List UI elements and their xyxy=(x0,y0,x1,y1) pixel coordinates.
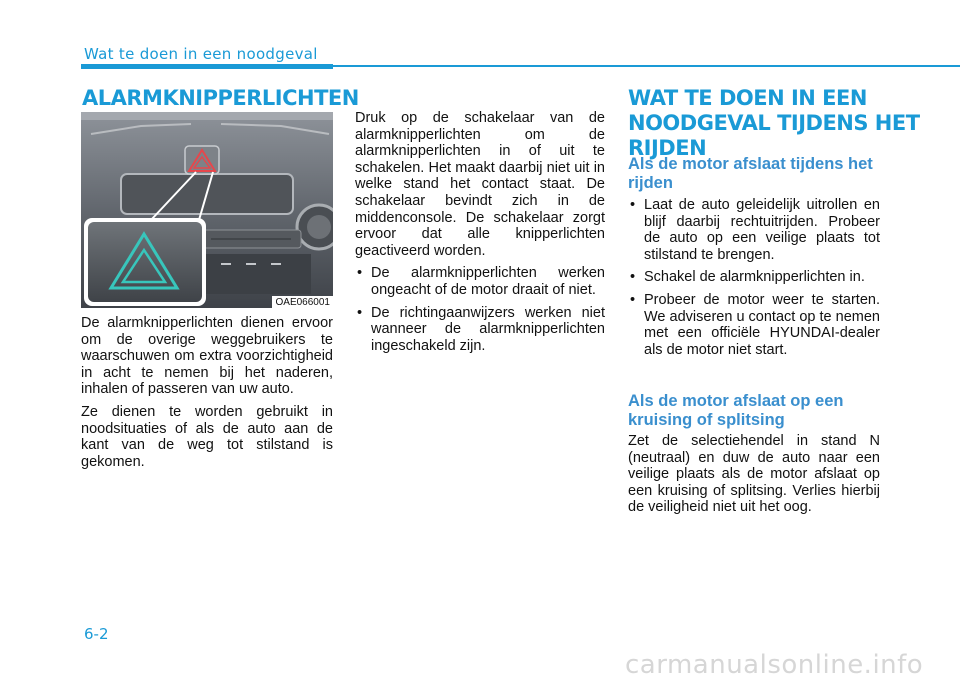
bullet-list xyxy=(355,265,605,354)
list-item: • Schakel de alarmknipperlichten in. xyxy=(630,269,865,286)
header-bar xyxy=(81,64,333,69)
right-column-text xyxy=(628,433,880,522)
section-title-emergency: WAT TE DOEN IN EEN NOODGEVAL TIJDENS HET RIJDEN xyxy=(628,86,920,160)
paragraph: De alarmknipperlichten dienen ervoor om de overige weggebruikers te waarschuwen om extra voorzichtigheid in acht te nemen bij het naderen, inhalen of passeren van uw auto. xyxy=(81,315,333,398)
paragraph: Druk op de schakelaar van de alarmknipperlichten om de alarmknipperlichten in of uit te schakelen. Het maakt daarbij niet uit in welke stand het contact staat. De schakelaar bevindt zich in de middenconsole. De schakelaar zorgt ervoor dat alle knipperlichten geactiveerd worden. xyxy=(355,110,605,259)
section-title-hazard: ALARMKNIPPERLICHTEN xyxy=(82,86,359,110)
right-column-list xyxy=(628,197,880,364)
paragraph: Ze dienen te worden gebruikt in noodsituaties of als de auto aan de kant van de weg tot stilstand is gekomen. xyxy=(81,403,333,470)
list-item: • Probeer de motor weer te starten. We adviseren u contact op te nemen met een officiële HYUNDAI-dealer als de motor niet start. xyxy=(630,291,880,358)
page-number: 6-2 xyxy=(84,625,109,643)
paragraph: Zet de selectiehendel in stand N (neutraal) en duw de auto naar een veilige plaats als de motor afslaat op een kruising of splitsing. Verlies hierbij de veiligheid niet uit het oog. xyxy=(628,433,880,516)
list-item: • Laat de auto geleidelijk uitrollen en blijf daarbij rechtuitrijden. Probeer de auto op een veilige plaats tot stilstand te brengen. xyxy=(630,197,880,263)
list-item: • De alarmknipperlichten werken ongeacht of de motor draait of niet. xyxy=(357,265,605,298)
bullet-list xyxy=(628,197,880,358)
figure-code: OAE066001 xyxy=(272,296,334,308)
watermark: carmanualsonline.info xyxy=(625,650,924,680)
list-item: • De richtingaanwijzers werken niet wanneer de alarmknipperlichten ingeschakeld zijn. xyxy=(357,304,605,354)
left-column-text xyxy=(81,315,333,476)
subheading-stall-intersection: Als de motor afslaat op een kruising of splitsing xyxy=(628,392,844,429)
chapter-title: Wat te doen in een noodgeval xyxy=(84,45,318,63)
middle-column-text xyxy=(355,110,605,360)
dashboard-illustration xyxy=(81,112,333,308)
hazard-switch-figure xyxy=(81,112,333,308)
subheading-stall-driving: Als de motor afslaat tijdens het rijden xyxy=(628,155,873,192)
header-rule xyxy=(333,65,960,67)
